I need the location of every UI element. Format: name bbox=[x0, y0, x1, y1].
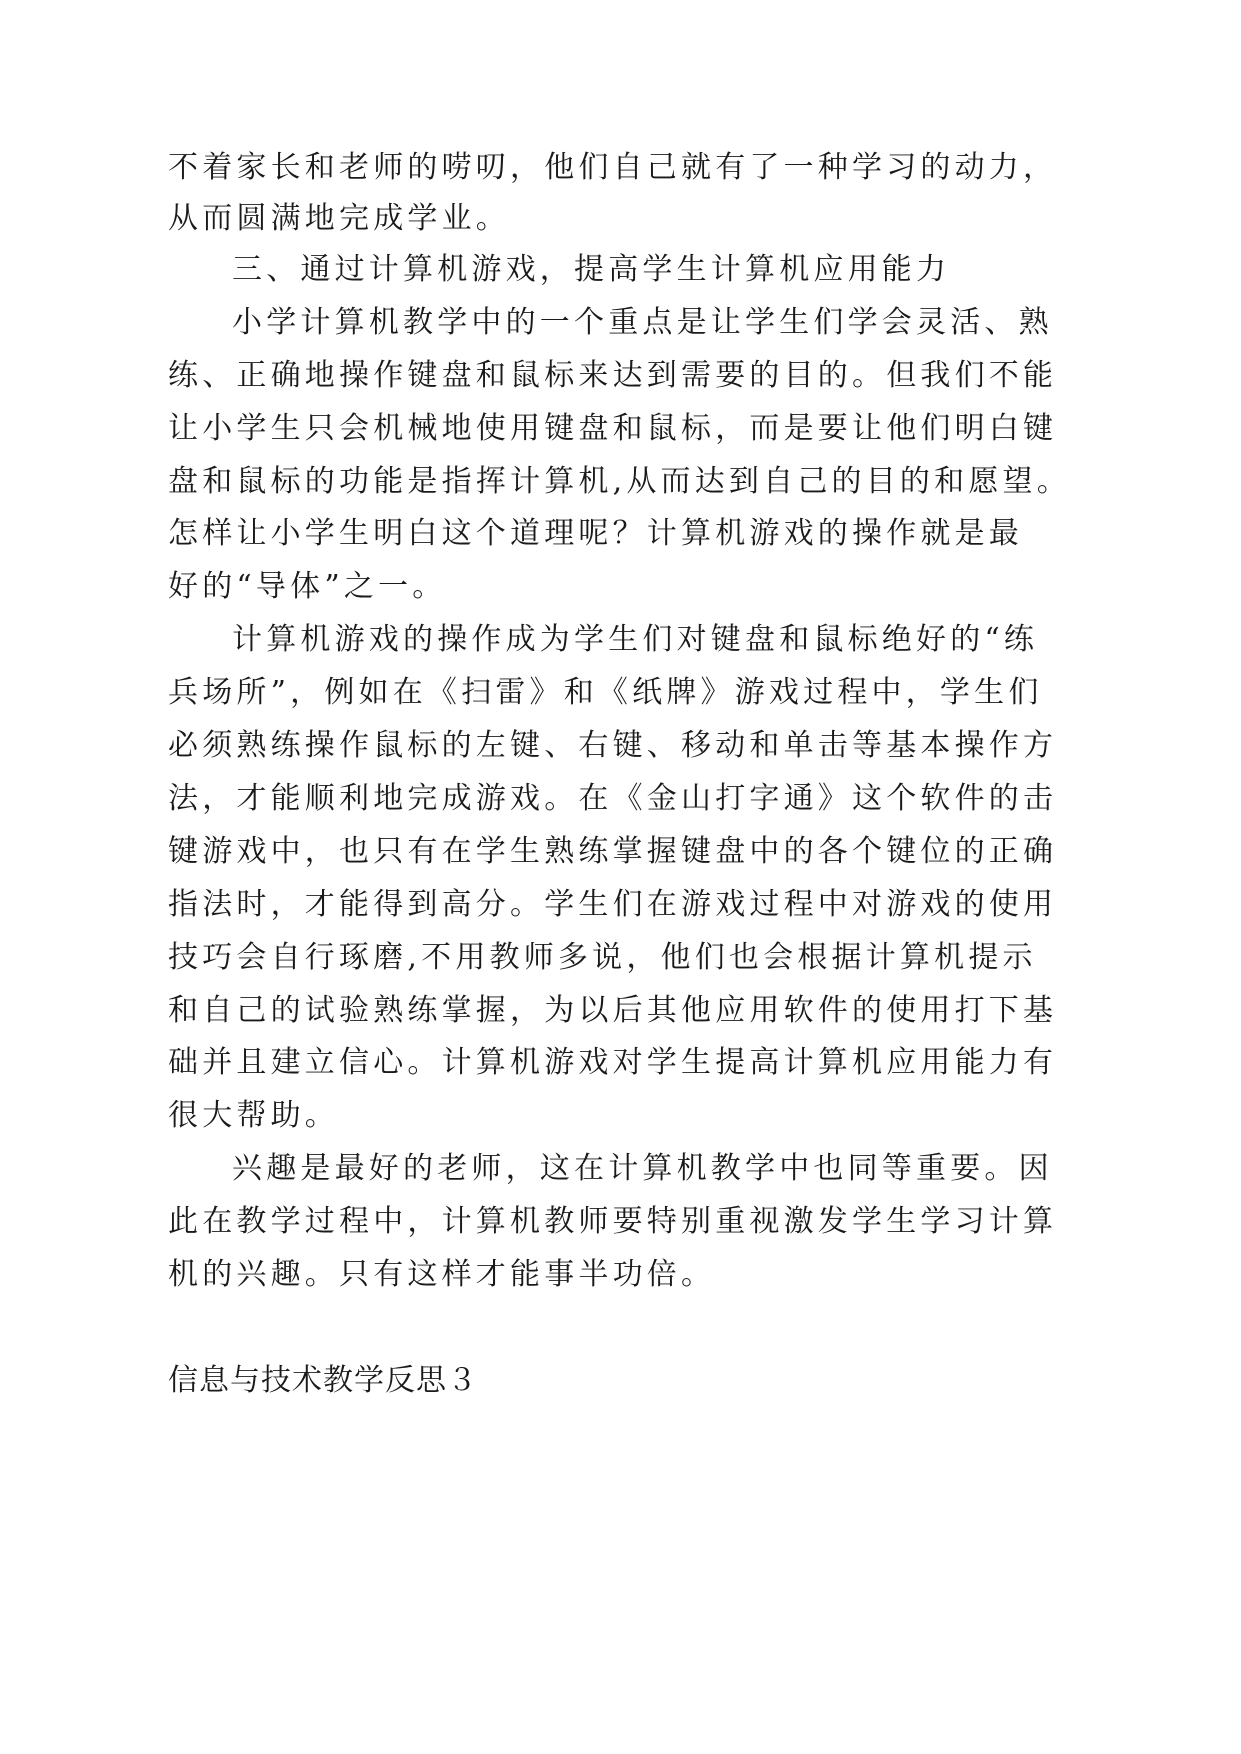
text-line: 好的“导体”之一。 bbox=[168, 569, 447, 604]
text-line: 键游戏中，也只有在学生熟练掌握键盘中的各个键位的正确 bbox=[168, 834, 1058, 869]
text-line: 小学计算机教学中的一个重点是让学生们学会灵活、熟 bbox=[232, 305, 1053, 340]
text-line: 兴趣是最好的老师，这在计算机教学中也同等重要。因 bbox=[232, 1151, 1053, 1186]
text-line: 础并且建立信心。计算机游戏对学生提高计算机应用能力有 bbox=[168, 1045, 1058, 1080]
text-line: 计算机游戏的操作成为学生们对键盘和鼠标绝好的“练 bbox=[232, 622, 1039, 657]
text-line: 很大帮助。 bbox=[168, 1098, 339, 1133]
text-line: 让小学生只会机械地使用键盘和鼠标，而是要让他们明白键 bbox=[168, 411, 1058, 446]
text-line: 盘和鼠标的功能是指挥计算机,从而达到自己的目的和愿望。 bbox=[168, 464, 1071, 499]
article-title: 信息与技术教学反思３ bbox=[168, 1363, 478, 1398]
text-line: 法，才能顺利地完成游戏。在《金山打字通》这个软件的击 bbox=[168, 781, 1058, 816]
text-line: 机的兴趣。只有这样才能事半功倍。 bbox=[168, 1257, 716, 1292]
text-line: 和自己的试验熟练掌握，为以后其他应用软件的使用打下基 bbox=[168, 993, 1058, 1028]
text-line: 必须熟练操作鼠标的左键、右键、移动和单击等基本操作方 bbox=[168, 728, 1058, 763]
text-line: 兵场所”，例如在《扫雷》和《纸牌》游戏过程中，学生们 bbox=[168, 675, 1043, 710]
text-line: 指法时，才能得到高分。学生们在游戏过程中对游戏的使用 bbox=[168, 887, 1058, 922]
text-line: 技巧会自行琢磨,不用教师多说，他们也会根据计算机提示 bbox=[168, 940, 1037, 975]
section-heading: 三、通过计算机游戏，提高学生计算机应用能力 bbox=[232, 252, 951, 287]
text-line: 练、正确地操作键盘和鼠标来达到需要的目的。但我们不能 bbox=[168, 358, 1058, 393]
text-line: 从而圆满地完成学业。 bbox=[168, 201, 510, 236]
text-line: 此在教学过程中，计算机教师要特别重视激发学生学习计算 bbox=[168, 1204, 1058, 1239]
text-line: 不着家长和老师的唠叨，他们自己就有了一种学习的动力， bbox=[168, 150, 1058, 185]
text-line: 怎样让小学生明白这个道理呢？计算机游戏的操作就是最 bbox=[168, 516, 1023, 551]
